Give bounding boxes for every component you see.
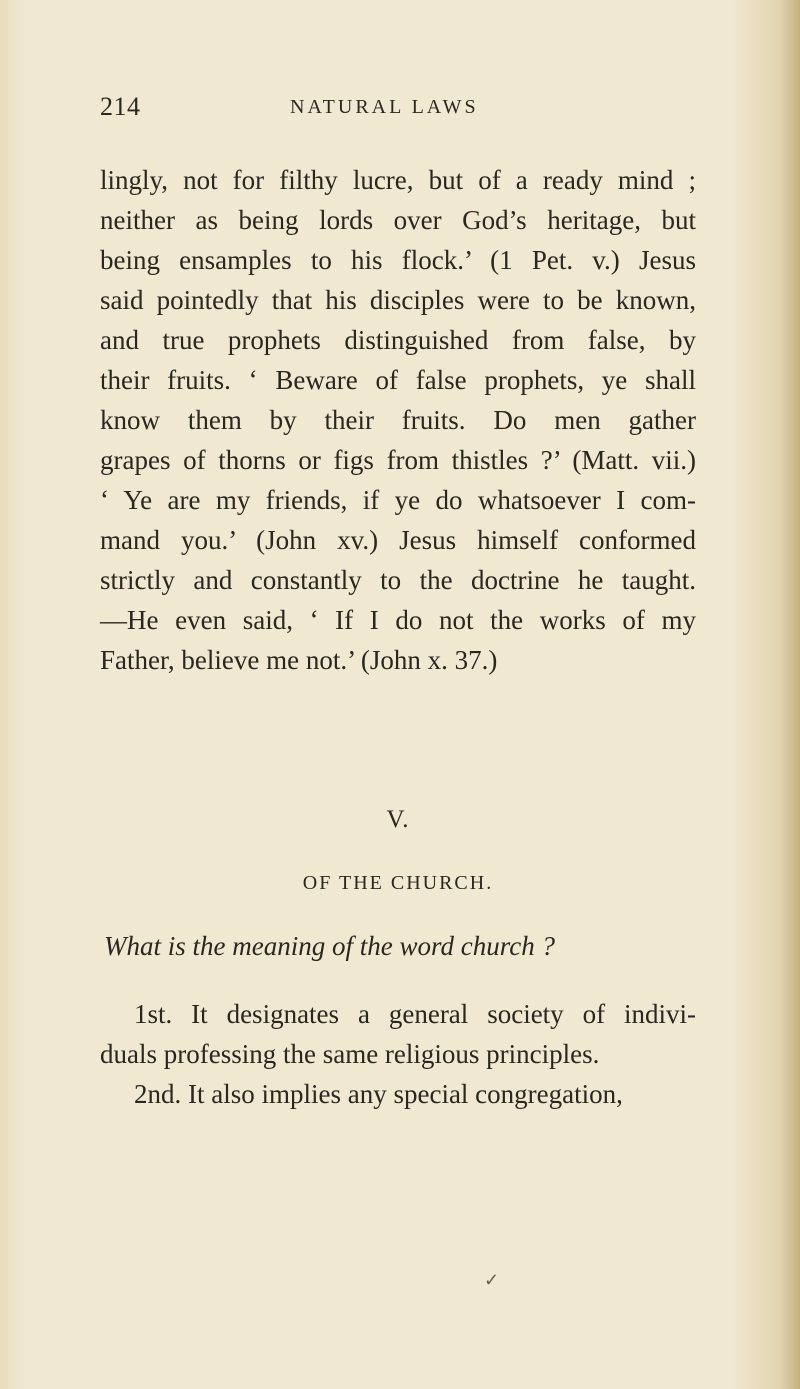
text-line: —He even said, ‘ If I do not the works of my: [100, 605, 696, 635]
page-header: [100, 92, 690, 142]
text-line: their fruits. ‘ Beware of false prophets, ye shall: [100, 365, 696, 395]
section-title: OF THE CHURCH.: [302, 872, 494, 894]
text-line: grapes of thorns or figs from thistles ?’ (Matt. vii.): [100, 445, 696, 475]
answer-line: 2nd. It also implies any special congregation,: [134, 1079, 623, 1109]
answer-line: 1st. It designates a general society of indivi-: [134, 999, 696, 1029]
page-number: 214: [100, 92, 141, 121]
body-paragraph: [100, 160, 696, 680]
text-line: Father, believe me not.’ (John x. 37.): [100, 645, 498, 675]
text-line: mand you.’ (John xv.) Jesus himself conformed: [100, 525, 696, 555]
page-edge-shadow-right: [730, 0, 800, 1389]
text-line: neither as being lords over God’s heritage, but: [100, 205, 696, 235]
page-edge-shadow-left: [0, 0, 25, 1389]
section-question: What is the meaning of the word church ?: [104, 931, 555, 961]
text-line: ‘ Ye are my friends, if ye do whatsoever I com-: [100, 485, 696, 515]
text-line: and true prophets distinguished from false, by: [100, 325, 696, 355]
text-line: said pointedly that his disciples were to be known,: [100, 285, 696, 315]
answer-line: duals professing the same religious principles.: [100, 1039, 600, 1069]
text-line: lingly, not for filthy lucre, but of a ready mind ;: [100, 165, 696, 195]
text-line: strictly and constantly to the doctrine he taught.: [100, 565, 696, 595]
answer-paragraphs: [100, 994, 696, 1114]
running-head: NATURAL LAWS: [290, 96, 479, 118]
text-line: being ensamples to his flock.’ (1 Pet. v.) Jesus: [100, 245, 696, 275]
section-numeral: V.: [386, 806, 410, 833]
stray-ink-mark: ✓: [484, 1270, 500, 1290]
text-line: know them by their fruits. Do men gather: [100, 405, 696, 435]
